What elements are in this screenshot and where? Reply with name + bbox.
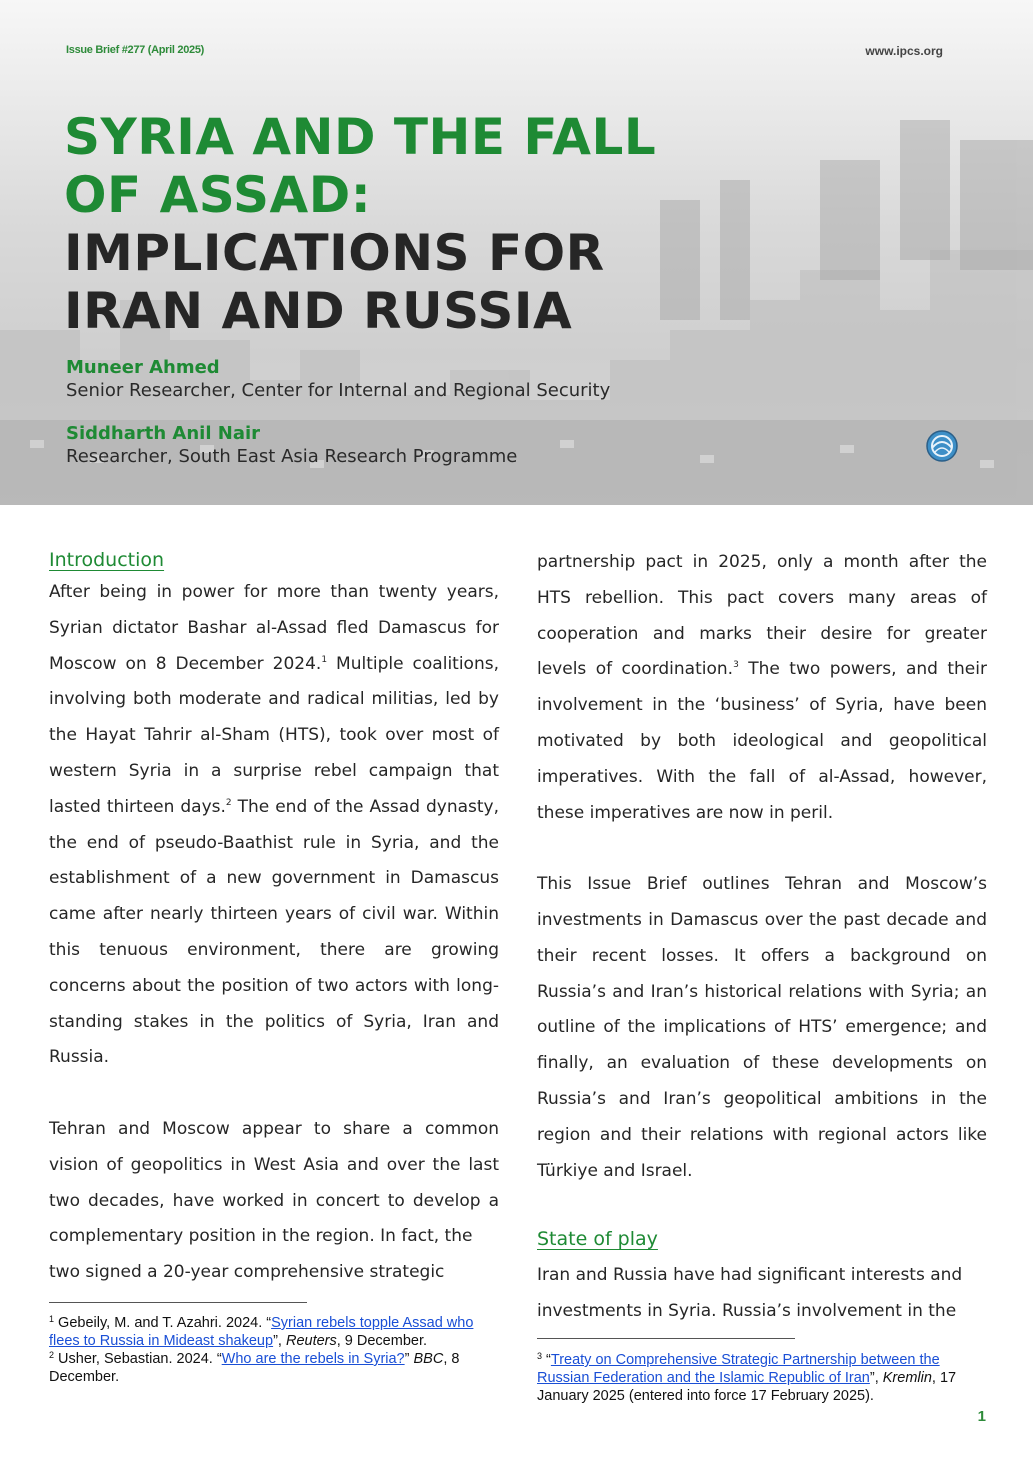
footnote-divider-right	[537, 1338, 795, 1339]
left-column	[49, 545, 499, 1291]
footnote-ref-3[interactable]: 3	[733, 660, 739, 671]
state-of-play-paragraph: Iran and Russia have had significant interests and investments in Syria. Russia’s involvement in the	[537, 1265, 963, 1322]
author-role: Researcher, South East Asia Research Programme	[66, 446, 518, 467]
footnote-2: $^2$ Usher, Sebastian. 2024. “Who are the rebels in Syria?” BBC, 8 December.	[49, 1350, 460, 1385]
website-url[interactable]: www.ipcs.org	[865, 44, 943, 58]
footnotes-left	[49, 1314, 501, 1386]
footnote-3-link[interactable]: Treaty on Comprehensive Strategic Partnership between the Russian Federation and the Islamic Republic of Iran	[537, 1352, 940, 1386]
section-heading-state-of-play: State of play	[537, 1228, 658, 1251]
author-name: Siddharth Anil Nair	[66, 423, 261, 444]
right-column	[537, 545, 987, 1330]
page-number: 1	[977, 1408, 986, 1425]
title-line-2: OF ASSAD:	[64, 166, 372, 224]
section-heading-introduction: Introduction	[49, 549, 165, 571]
footnote-3: $^3$ “Treaty on Comprehensive Strategic Partnership between the Russian Federation and the Islamic Republic of Iran”, Kremlin, 17 January 2025 (entered into force 17 February 2025).	[537, 1351, 957, 1404]
footnotes-right	[537, 1351, 989, 1405]
author-name: Muneer Ahmed	[66, 357, 220, 378]
author-list	[66, 357, 610, 489]
document-title	[64, 108, 656, 340]
issue-number: Issue Brief #277 (April 2025)	[66, 44, 205, 56]
footnote-divider-left	[49, 1302, 307, 1303]
author-role: Senior Researcher, Center for Internal and Regional Security	[66, 380, 611, 401]
footnote-1: $^1$ Gebeily, M. and T. Azahri. 2024. “Syrian rebels topple Assad who flees to Russia in Mideast shakeup”, Reuters, 9 December.	[49, 1314, 474, 1349]
intro-paragraph-1: After being in power for more than twenty years, Syrian dictator Bashar al-Assad fled Damascus for Moscow on 8 December 2024.$^1$ Multiple coalitions, involving both moderate and radical militias, led by the Hayat Tahrir al-Sham (HTS), took over most of western Syria in a surprise rebel campaign that lasted thirteen days.$^2$ The end of the Assad dynasty, the end of pseudo-Baathist rule in Syria, and the establishment of a new government in Damascus came after nearly thirteen years of civil war. Within this tenuous environment, there are growing concerns about the position of two actors with long-standing stakes in the politics of Syria, Iran and Russia.	[49, 582, 499, 1068]
ipcs-globe-logo-icon	[926, 430, 958, 462]
footnote-ref-2[interactable]: 2	[225, 797, 232, 808]
title-line-1: SYRIA AND THE FALL	[64, 108, 657, 166]
footnote-2-link[interactable]: Who are the rebels in Syria?	[221, 1351, 405, 1367]
title-line-3: IMPLICATIONS FOR	[64, 224, 605, 282]
intro-paragraph-4: This Issue Brief outlines Tehran and Moscow’s investments in Damascus over the past decade and their recent losses. It offers a background on Russia’s and Iran’s historical relations with Syria; an outline of the implications of HTS’ emergence; and finally, an evaluation of these developments on Russia’s and Iran’s geopolitical ambitions in the region and their relations with regional actors like Türkiye and Israel.	[537, 874, 987, 1181]
footnote-1-link[interactable]: Syrian rebels topple Assad who flees to Russia in Mideast shakeup	[49, 1315, 474, 1349]
intro-paragraph-2: Tehran and Moscow appear to share a common vision of geopolitics in West Asia and over the last two decades, have worked in concert to develop a complementary position in the region. In fact, the two signed a 20-year comprehensive strategic	[49, 1118, 499, 1283]
title-line-4: IRAN AND RUSSIA	[64, 282, 573, 340]
intro-paragraph-3: partnership pact in 2025, only a month after the HTS rebellion. This pact covers many areas of cooperation and marks their desire for greater levels of coordination.$^3$ The two powers, and their involvement in the ‘business’ of Syria, have been motivated by both ideological and geopolitical imperatives. With the fall of al-Assad, however, these imperatives are now in peril.	[537, 552, 987, 823]
footnote-ref-1[interactable]: 1	[321, 654, 328, 665]
header-banner	[0, 0, 1033, 505]
